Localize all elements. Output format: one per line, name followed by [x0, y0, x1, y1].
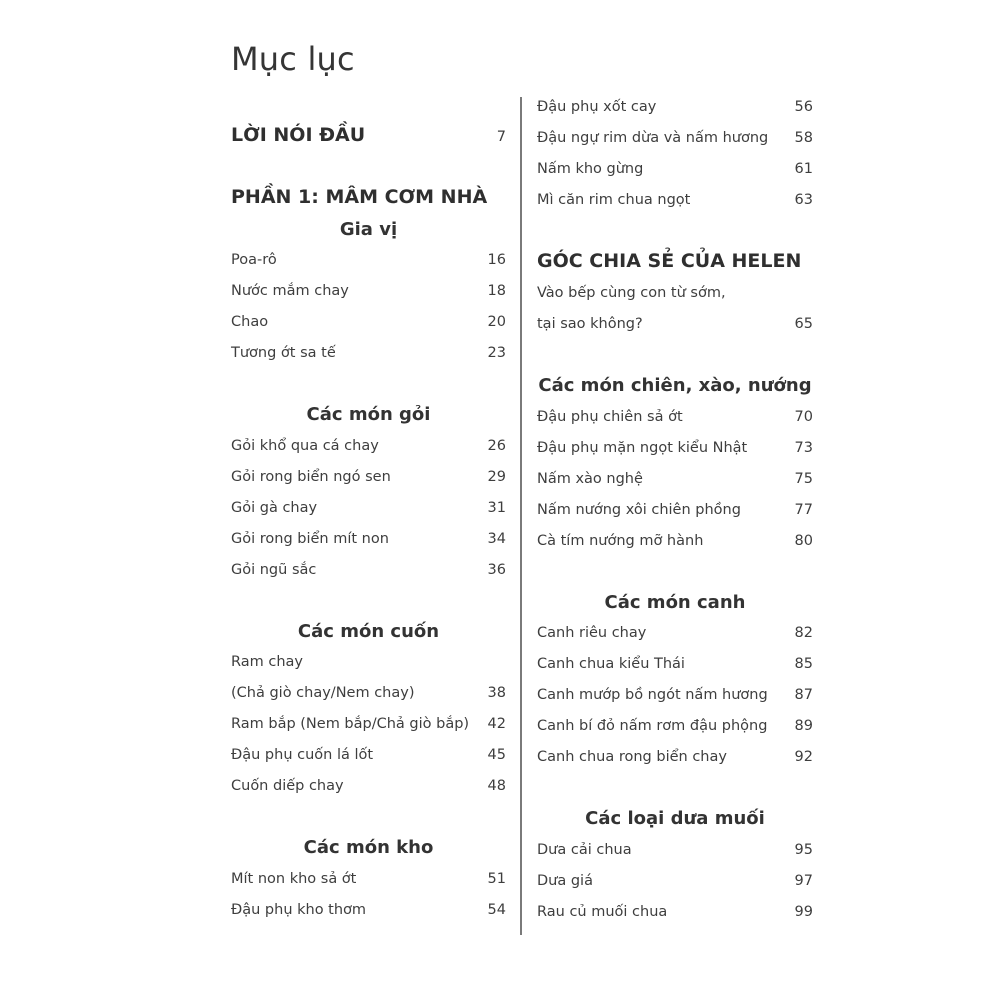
toc-entry[interactable] — [231, 562, 506, 578]
entry-label: Đậu ngự rim dừa và nấm hương — [537, 130, 769, 146]
entry-label: Đậu phụ mặn ngọt kiểu Nhật — [537, 440, 748, 456]
section-heading-goi: Các món gỏi — [306, 404, 431, 425]
entry-page: 31 — [487, 500, 506, 516]
entry-label: Gỏi rong biển mít non — [231, 531, 389, 547]
entry-label: Cà tím nướng mỡ hành — [537, 533, 704, 549]
entry-page: 26 — [487, 438, 506, 454]
entry-page: 36 — [487, 562, 506, 578]
entry-label: Gỏi ngũ sắc — [231, 562, 317, 578]
entry-label: Tương ớt sa tế — [231, 345, 336, 361]
page-title: Mục lục — [231, 40, 355, 78]
toc-entry[interactable] — [537, 656, 813, 672]
entry-page: 97 — [794, 873, 813, 889]
entry-label: Nấm xào nghệ — [537, 471, 643, 487]
entry-label: Rau củ muối chua — [537, 904, 668, 920]
entry-label: Gỏi khổ qua cá chay — [231, 438, 379, 454]
toc-entry[interactable] — [537, 842, 813, 858]
entry-page: 29 — [487, 469, 506, 485]
entry-page: 73 — [794, 440, 813, 456]
entry-label: Canh chua kiểu Thái — [537, 656, 685, 672]
toc-entry[interactable] — [537, 502, 813, 518]
entry-label: tại sao không? — [537, 316, 643, 332]
toc-entry[interactable] — [537, 99, 813, 115]
entry-page: 63 — [794, 192, 813, 208]
entry-label: Mít non kho sả ớt — [231, 871, 357, 887]
section-heading-canh: Các món canh — [604, 592, 746, 613]
section-heading-gia-vi: Gia vị — [339, 219, 398, 240]
entry-label: LỜI NÓI ĐẦU — [231, 124, 366, 146]
toc-entry[interactable] — [537, 285, 813, 301]
entry-label: Nấm kho gừng — [537, 161, 644, 177]
entry-page: 7 — [496, 129, 506, 145]
entry-label: Canh bí đỏ nấm rơm đậu phộng — [537, 718, 768, 734]
entry-page: 45 — [487, 747, 506, 763]
entry-label: Gỏi gà chay — [231, 500, 318, 516]
toc-entry[interactable] — [537, 533, 813, 549]
entry-page: 70 — [794, 409, 813, 425]
entry-label: (Chả giò chay/Nem chay) — [231, 685, 415, 701]
entry-page: 54 — [487, 902, 506, 918]
entry-label: Đậu phụ chiên sả ớt — [537, 409, 683, 425]
toc-entry[interactable] — [537, 161, 813, 177]
toc-entry[interactable] — [537, 192, 813, 208]
entry-label: Canh chua rong biển chay — [537, 749, 727, 765]
toc-entry[interactable] — [231, 345, 506, 361]
section-heading-dua: Các loại dưa muối — [585, 808, 765, 829]
toc-entry[interactable] — [231, 747, 506, 763]
toc-entry[interactable] — [231, 654, 506, 670]
toc-entry[interactable] — [231, 438, 506, 454]
toc-entry[interactable] — [537, 625, 813, 641]
toc-entry[interactable] — [231, 685, 506, 701]
entry-page: 75 — [794, 471, 813, 487]
entry-page: 16 — [487, 252, 506, 268]
entry-label: Chao — [231, 314, 269, 330]
toc-entry[interactable] — [537, 130, 813, 146]
entry-label: Gỏi rong biển ngó sen — [231, 469, 391, 485]
toc-entry[interactable] — [231, 778, 506, 794]
section-heading-helen: GÓC CHIA SẺ CỦA HELEN — [537, 250, 802, 272]
toc-entry[interactable] — [231, 716, 506, 732]
entry-page: 42 — [487, 716, 506, 732]
toc-entry[interactable] — [537, 409, 813, 425]
entry-page: 87 — [794, 687, 813, 703]
entry-page: 80 — [794, 533, 813, 549]
toc-entry[interactable] — [537, 718, 813, 734]
toc-entry[interactable] — [231, 902, 506, 918]
entry-label: Ram bắp (Nem bắp/Chả giò bắp) — [231, 716, 470, 732]
entry-page: 18 — [487, 283, 506, 299]
entry-page: 61 — [794, 161, 813, 177]
entry-label: Đậu phụ cuốn lá lốt — [231, 747, 374, 763]
entry-page: 65 — [794, 316, 813, 332]
toc-entry[interactable] — [537, 873, 813, 889]
toc-entry[interactable] — [537, 904, 813, 920]
entry-page: 58 — [794, 130, 813, 146]
entry-label: Ram chay — [231, 654, 304, 670]
toc-entry[interactable] — [537, 440, 813, 456]
entry-page: 51 — [487, 871, 506, 887]
column-divider — [520, 97, 522, 935]
toc-entry[interactable] — [537, 687, 813, 703]
entry-page: 56 — [794, 99, 813, 115]
entry-label: Canh mướp bồ ngót nấm hương — [537, 687, 768, 703]
entry-page: 34 — [487, 531, 506, 547]
entry-page: 95 — [794, 842, 813, 858]
part-heading: PHẦN 1: MÂM CƠM NHÀ — [231, 186, 488, 208]
entry-label: Nấm nướng xôi chiên phồng — [537, 502, 741, 518]
entry-page: 38 — [487, 685, 506, 701]
toc-entry[interactable] — [537, 749, 813, 765]
entry-label: Canh riêu chay — [537, 625, 647, 641]
section-heading-cuon: Các món cuốn — [297, 621, 440, 642]
entry-page: 20 — [487, 314, 506, 330]
section-heading-kho: Các món kho — [303, 837, 434, 858]
entry-page: 85 — [794, 656, 813, 672]
entry-page: 89 — [794, 718, 813, 734]
toc-entry[interactable] — [231, 252, 506, 268]
entry-label: Dưa giá — [537, 873, 593, 889]
entry-label: Nước mắm chay — [231, 283, 349, 299]
entry-label: Đậu phụ xốt cay — [537, 99, 657, 115]
toc-entry[interactable] — [231, 469, 506, 485]
toc-entry[interactable] — [231, 871, 506, 887]
entry-label: Cuốn diếp chay — [231, 778, 344, 794]
entry-page: 77 — [794, 502, 813, 518]
toc-entry[interactable] — [231, 500, 506, 516]
entry-label: Poa-rô — [231, 252, 277, 268]
entry-page: 48 — [487, 778, 506, 794]
entry-page: 23 — [487, 345, 506, 361]
section-heading-chien: Các món chiên, xào, nướng — [538, 375, 812, 396]
toc-entry[interactable] — [231, 531, 506, 547]
entry-label: Vào bếp cùng con từ sớm, — [537, 285, 726, 301]
entry-page: 92 — [794, 749, 813, 765]
toc-entry[interactable] — [231, 314, 506, 330]
entry-page: 99 — [794, 904, 813, 920]
toc-entry[interactable] — [537, 316, 813, 332]
entry-label: Mì căn rim chua ngọt — [537, 192, 691, 208]
entry-label: Đậu phụ kho thơm — [231, 902, 367, 918]
toc-entry[interactable] — [537, 471, 813, 487]
entry-page: 82 — [794, 625, 813, 641]
toc-entry[interactable] — [231, 283, 506, 299]
entry-label: Dưa cải chua — [537, 842, 632, 858]
toc-entry-preface[interactable] — [231, 124, 506, 146]
